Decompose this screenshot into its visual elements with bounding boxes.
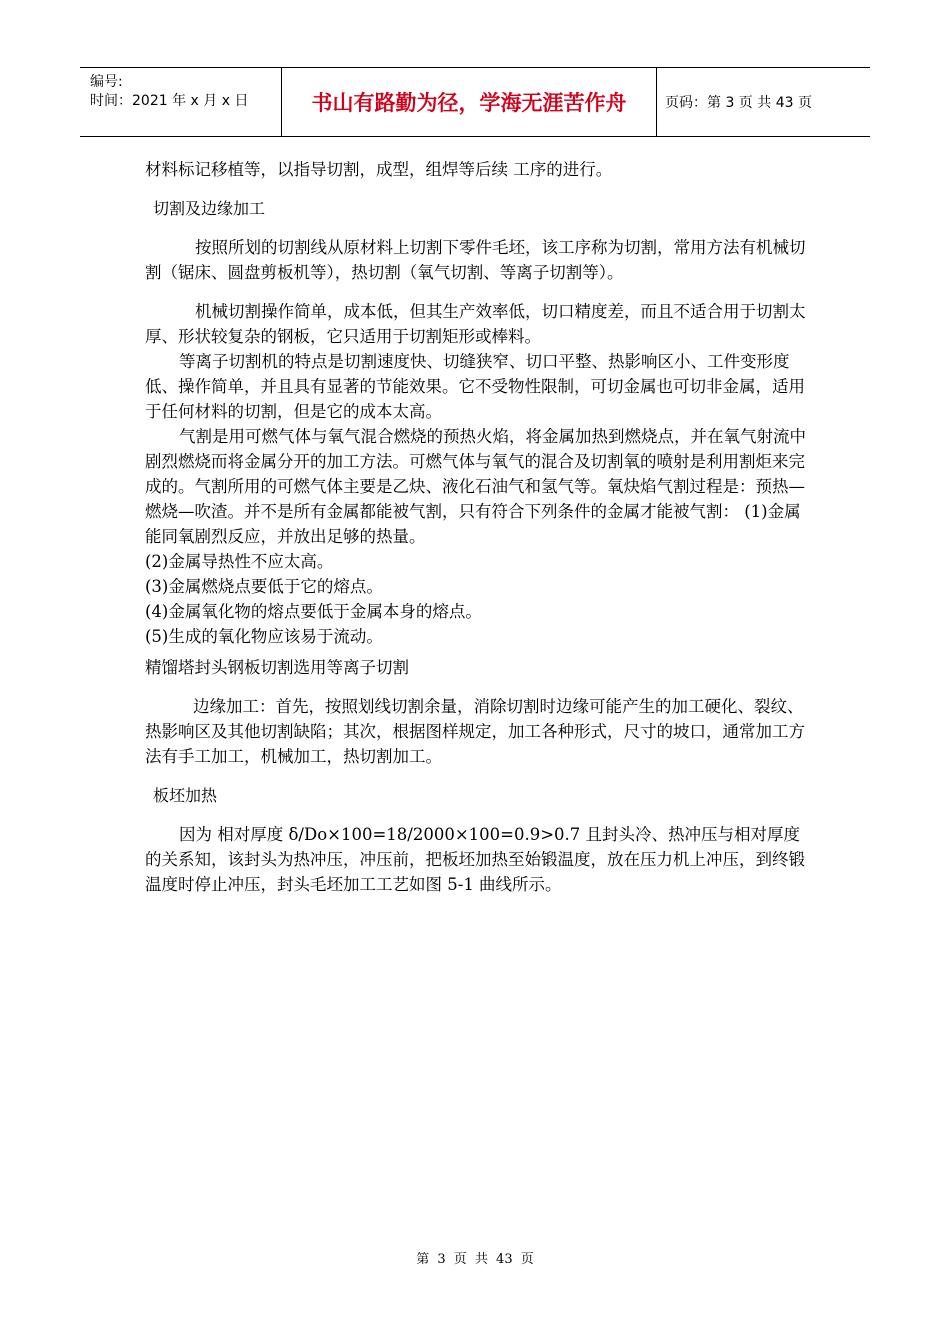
list-item: (2)金属导热性不应太高。 <box>145 552 334 571</box>
paragraph: 按照所划的切割线从原材料上切割下零件毛坯，该工序称为切割，常用方法有机械切割（锯床、圆盘剪板机等），热切割（氧气切割、等离子切割等）。 <box>145 238 806 282</box>
paragraph: 等离子切割机的特点是切割速度快、切缝狭窄、切口平整、热影响区小、工件变形度低、操作简单，并且具有显著的节能效果。它不受物性限制，可切金属也可切非金属，适用于任何材料的切割，但是它的成本太高。 <box>145 352 805 421</box>
paragraph: 材料标记移植等，以指导切割，成型，组焊等后续 工序的进行。 <box>145 160 613 179</box>
paragraph: 机械切割操作简单，成本低，但其生产效率低，切口精度差，而且不适合用于切割太厚、形状较复杂的钢板，它只适用于切割矩形或棒料。 <box>145 302 806 346</box>
paragraph: 精馏塔封头钢板切割选用等离子切割 <box>145 658 409 677</box>
list-item: (3)金属燃烧点要低于它的熔点。 <box>145 577 383 596</box>
paragraph: 边缘加工：首先，按照划线切割余量，消除切割时边缘可能产生的加工硬化、裂纹、热影响区及其他切割缺陷；其次，根据图样规定，加工各种形式，尺寸的坡口，通常加工方法有手工加工，机械加工，热切割加工。 <box>145 697 805 766</box>
page-footer: 第 3 页 共 43 页 <box>416 1252 534 1267</box>
paragraph: 气割是用可燃气体与氧气混合燃烧的预热火焰，将金属加热到燃烧点，并在氧气射流中剧烈燃烧而将金属分开的加工方法。可燃气体与氧气的混合及切割氧的喷射是利用割炬来完成的。气割所用的可燃气体主要是乙炔、液化石油气和氢气等。氧炔焰气割过程是：预热—燃烧—吹渣。并不是所有金属都能被气割，只有符合下列条件的金属才能被气割： (1)金属能同氧剧烈反应，并放出足够的热量。 <box>145 427 806 546</box>
header-meta <box>80 68 282 136</box>
paragraph: 因为 相对厚度 δ/Do×100=18/2000×100=0.9>0.7 且封头冷、热冲压与相对厚度的关系知，该封头为热冲压，冲压前，把板坯加热至始锻温度，放在压力机上冲压，到终锻温度时停止冲压，封头毛坯加工工艺如图 5-1 曲线所示。 <box>145 825 805 894</box>
list-item: (5)生成的氧化物应该易于流动。 <box>145 627 383 646</box>
header-motto: 书山有路勤为径，学海无涯苦作舟 <box>282 68 657 136</box>
time-label: 时间：2021 年 x 月 x 日 <box>90 93 249 109</box>
section-heading-heating: 板坯加热 <box>153 786 218 805</box>
document-body <box>145 157 810 897</box>
header-page-info: 页码：第 3 页 共 43 页 <box>665 95 812 111</box>
list-item: (4)金属氧化物的熔点要低于金属本身的熔点。 <box>145 602 482 621</box>
number-label: 编号: <box>90 74 123 90</box>
section-heading-cutting: 切割及边缘加工 <box>153 199 266 218</box>
page-header <box>80 67 870 137</box>
